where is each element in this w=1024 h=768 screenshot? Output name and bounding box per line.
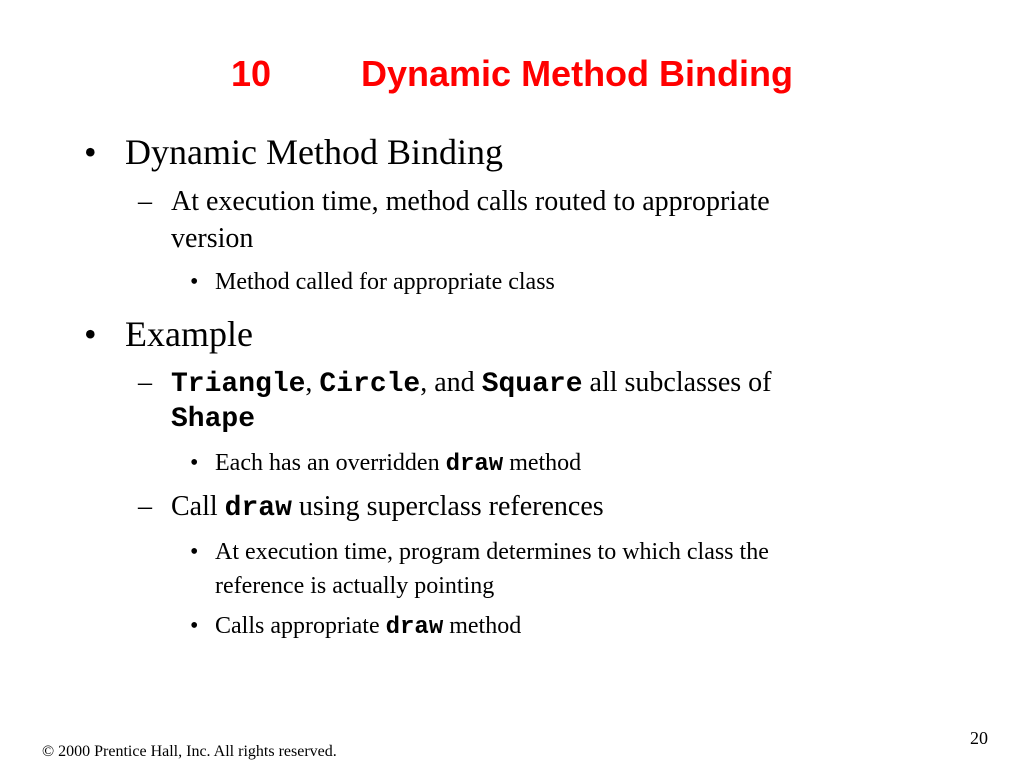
copyright-icon: ©	[42, 743, 55, 760]
code-draw: draw	[224, 493, 292, 524]
dash-marker: –	[138, 491, 152, 522]
dash-marker: –	[138, 367, 152, 398]
text-post: method	[443, 613, 522, 639]
subsubbullet-text	[215, 609, 521, 645]
slide-title	[0, 52, 1024, 96]
bullet-marker: •	[190, 613, 199, 639]
subbullet-text-line1: At execution time, method calls routed to appropriate	[171, 186, 770, 217]
title-number: 10	[231, 53, 272, 94]
copyright-text: 2000 Prentice Hall, Inc. All rights reserved.	[54, 743, 337, 760]
code-shape: Shape	[171, 404, 256, 435]
subsubbullet-text: Method called for appropriate class	[215, 269, 555, 295]
code-draw: draw	[445, 451, 504, 478]
subsubbullet-text-line1: At execution time, program determines to which class the	[215, 539, 769, 565]
subsubbullet-text	[215, 446, 581, 482]
subsubbullet-text-line2: reference is actually pointing	[215, 573, 495, 599]
bullet-marker: •	[84, 314, 97, 354]
code-circle: Circle	[319, 369, 421, 400]
code-square: Square	[481, 369, 583, 400]
text-pre: Call	[171, 491, 225, 522]
bullet-text: Example	[125, 314, 253, 354]
bullet-marker: •	[190, 450, 199, 476]
title-text: Dynamic Method Binding	[361, 53, 793, 94]
text-pre: Each has an overridden	[215, 450, 446, 476]
separator: ,	[305, 367, 320, 398]
subbullet-tail: all subclasses of	[582, 367, 772, 398]
separator: , and	[420, 367, 482, 398]
copyright-footer	[42, 742, 337, 762]
subbullet-text	[171, 365, 771, 403]
text-post: using superclass references	[291, 491, 604, 522]
bullet-marker: •	[190, 539, 199, 565]
dash-marker: –	[138, 186, 152, 217]
code-triangle: Triangle	[171, 369, 306, 400]
subbullet-text-line2: version	[171, 223, 254, 254]
page-number: 20	[970, 728, 988, 748]
code-draw: draw	[385, 614, 444, 641]
bullet-marker: •	[190, 269, 199, 295]
text-post: method	[503, 450, 582, 476]
bullet-marker: •	[84, 132, 97, 172]
text-pre: Calls appropriate	[215, 613, 386, 639]
bullet-text: Dynamic Method Binding	[125, 132, 503, 172]
subbullet-text	[171, 489, 604, 527]
